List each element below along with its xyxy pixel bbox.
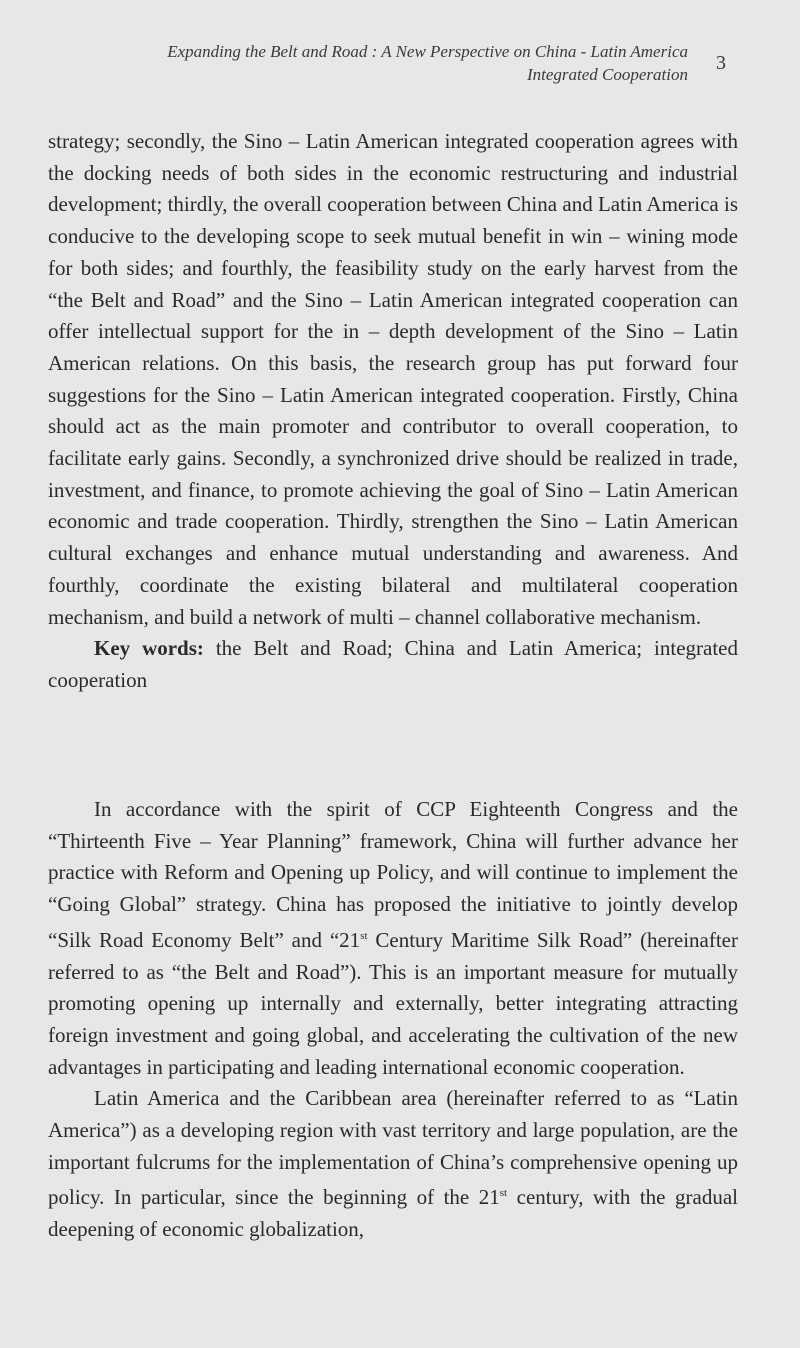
body-paragraph-1-text-a: In accordance with the spirit of CCP Eighteenth Congress and the “Thirteenth Five – Year Planning” framework, China will further advance her practice with Reform and Opening up Policy, and will continue to implement the “Going Global” strategy. China has proposed the initiative to jointly develop “Silk Road Economy Belt” and “21 (48, 797, 738, 952)
superscript-st: st (360, 929, 368, 942)
body-paragraph-1 (48, 794, 738, 1083)
body-paragraph-2 (48, 1083, 738, 1246)
body-paragraph-2-text-a: Latin America and the Caribbean area (hereinafter referred to as “Latin America”) as a developing region with vast territory and large population, are the important fulcrums for the implementation of China’s comprehensive opening up policy. In particular, since the beginning of the 21 (48, 1086, 738, 1210)
keywords-line (48, 633, 738, 696)
body-paragraph-2-text-b: century, with the gradual deepening of economic globalization, (48, 1185, 738, 1242)
body-paragraph-1-text-b: Century Maritime Silk Road” (hereinafter referred to as “the Belt and Road”). This is an important measure for mutually promoting opening up internally and externally, better integrating attracting foreign investment and going global, and accelerating the cultivation of the new advantages in participating and leading international economic cooperation. (48, 927, 738, 1079)
header-title-line-2: Integrated Cooperation (526, 65, 688, 84)
superscript-st: st (499, 1187, 508, 1200)
page-number: 3 (716, 52, 726, 74)
abstract-block (48, 126, 738, 697)
keywords-label: Key words: (94, 636, 204, 661)
keywords-text: the Belt and Road; China and Latin America; integrated cooperation (48, 636, 738, 692)
running-header (48, 40, 688, 86)
abstract-paragraph: strategy; secondly, the Sino – Latin American integrated cooperation agrees with the docking needs of both sides in the economic restructuring and industrial development; thirdly, the overall cooperation between China and Latin America is conducive to the developing scope to seek mutual benefit in win – wining mode for both sides; and fourthly, the feasibility study on the early harvest from the “the Belt and Road” and the Sino – Latin American integrated cooperation can offer intellectual support for the in – depth development of the Sino – Latin American relations. On this basis, the research group has put forward four suggestions for the Sino – Latin American integrated cooperation. Firstly, China should act as the main promoter and contributor to overall cooperation, to facilitate early gains. Secondly, a synchronized drive should be realized in trade, investment, and finance, to promote achieving the goal of Sino – Latin American economic and trade cooperation. Thirdly, strengthen the Sino – Latin American cultural exchanges and enhance mutual understanding and awareness. And fourthly, coordinate the existing bilateral and multilateral cooperation mechanism, and build a network of multi – channel collaborative mechanism. (48, 129, 738, 629)
header-title-line-1: Expanding the Belt and Road : A New Perspective on China - Latin America (167, 42, 688, 61)
main-text-block (48, 794, 738, 1246)
